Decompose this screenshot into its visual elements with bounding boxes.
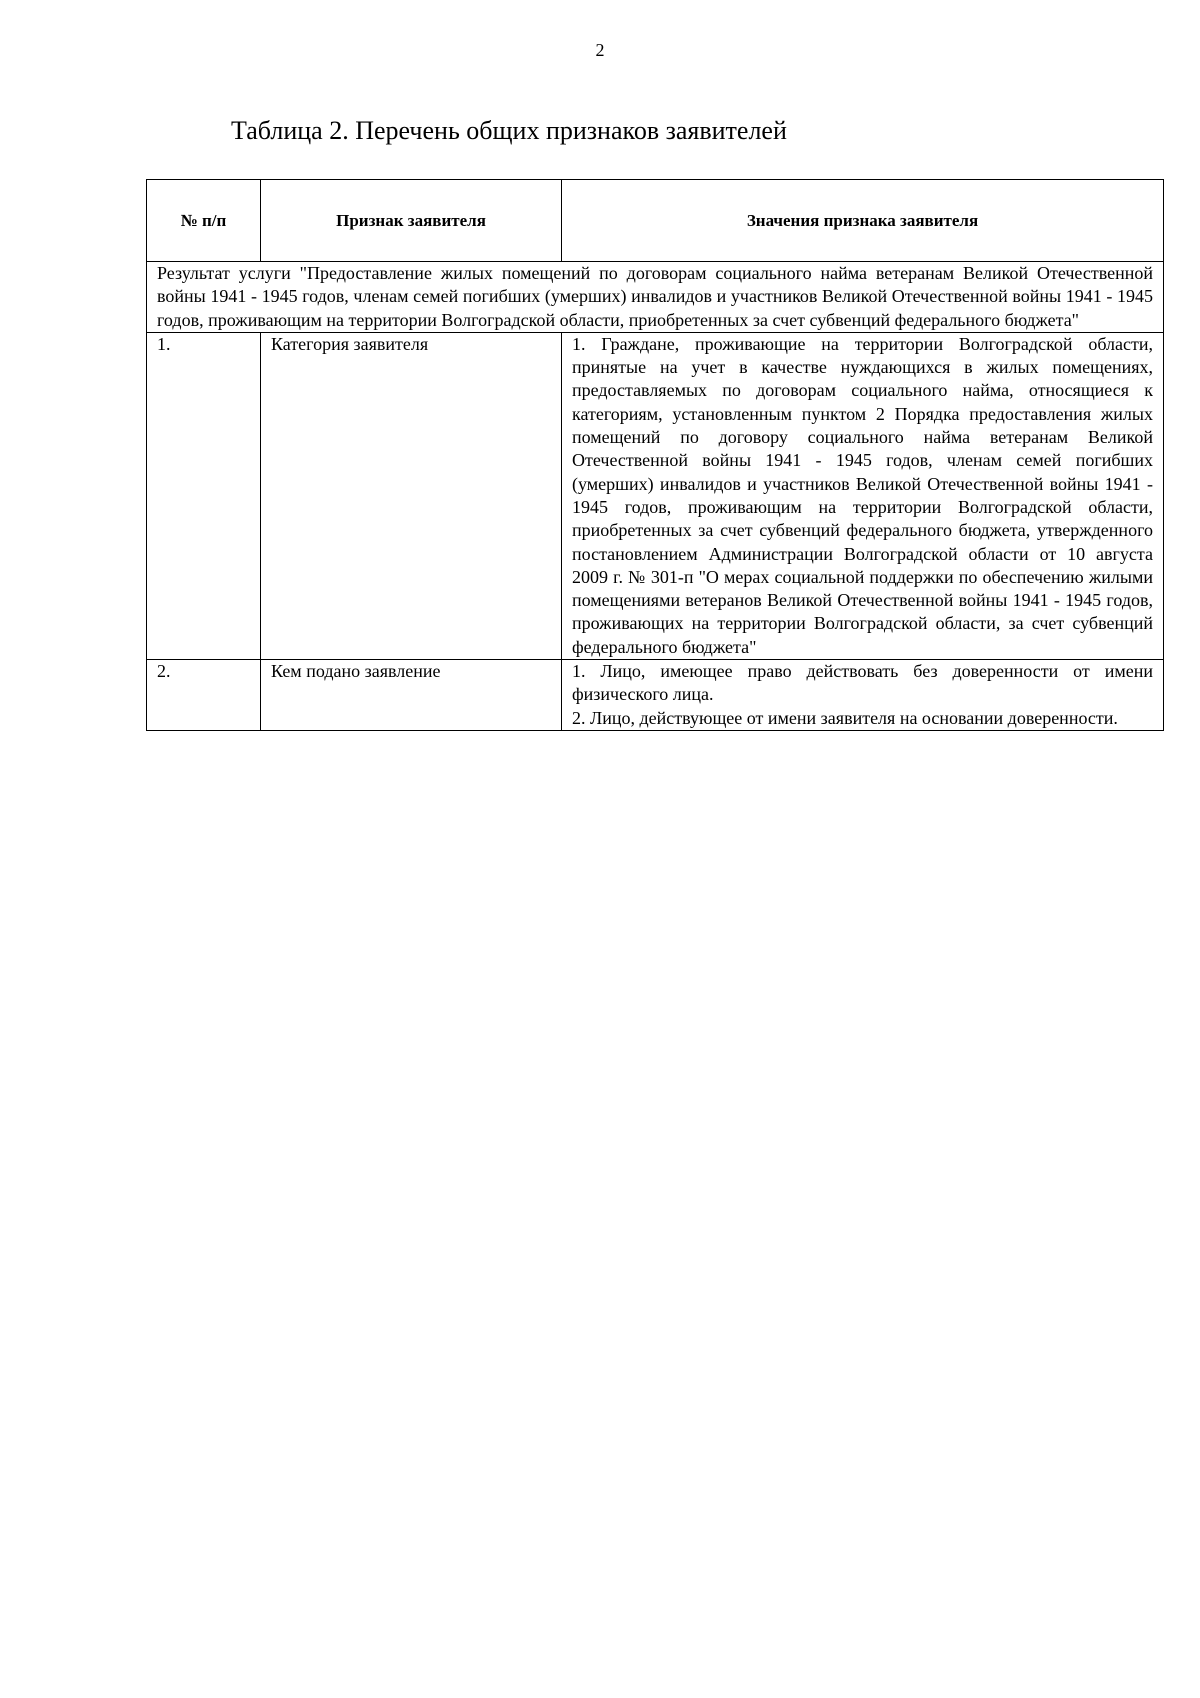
service-result-cell: Результат услуги "Предоставление жилых помещений по договорам социального найма ветеранам Великой Отечественной войны 1941 - 1945 годов, членам семей погибших (умерших) инвалидов и участников Великой Отечественной войны 1941 - 1945 годов, проживающим на территории Волгоградской области, приобретенных за счет субвенций федерального бюджета" [147, 262, 1164, 333]
value-paragraph: 1. Лицо, имеющее право действовать без доверенности от имени физического лица. [572, 661, 1153, 705]
row-values [562, 332, 1164, 659]
row-attribute: Кем подано заявление [261, 660, 562, 731]
value-paragraph: 1. Граждане, проживающие на территории Волгоградской области, принятые на учет в качестве нуждающихся в жилых помещениях, предоставляемых по договорам социального найма, относящиеся к категориям, установленным пунктом 2 Порядка предоставления жилых помещений по договору социального найма ветеранам Великой Отечественной войны 1941 - 1945 годов, членам семей погибших (умерших) инвалидов и участников Великой Отечественной войны 1941 - 1945 годов, проживающим на территории Волгоградской области, приобретенных за счет субвенций федерального бюджета, утвержденного постановлением Администрации Волгоградской области от 10 августа 2009 г. № 301-п "О мерах социальной поддержки по обеспечению жилыми помещениями ветеранов Великой Отечественной войны 1941 - 1945 годов, проживающих на территории Волгоградской области, за счет субвенций федерального бюджета" [572, 333, 1153, 657]
table-title: Таблица 2. Перечень общих признаков заявителей [231, 116, 787, 145]
value-paragraph: 2. Лицо, действующее от имени заявителя на основании доверенности. [572, 707, 1118, 728]
row-number: 2. [147, 660, 261, 731]
row-values [562, 660, 1164, 731]
row-attribute: Категория заявителя [261, 332, 562, 659]
header-values: Значения признака заявителя [562, 180, 1164, 262]
table-header-row [147, 180, 1164, 262]
result-row [147, 262, 1164, 333]
header-num: № п/п [147, 180, 261, 262]
page-number: 2 [595, 40, 605, 60]
table-row [147, 332, 1164, 659]
table-row [147, 660, 1164, 731]
header-attribute: Признак заявителя [261, 180, 562, 262]
row-number: 1. [147, 332, 261, 659]
applicant-attributes-table [146, 179, 1164, 731]
